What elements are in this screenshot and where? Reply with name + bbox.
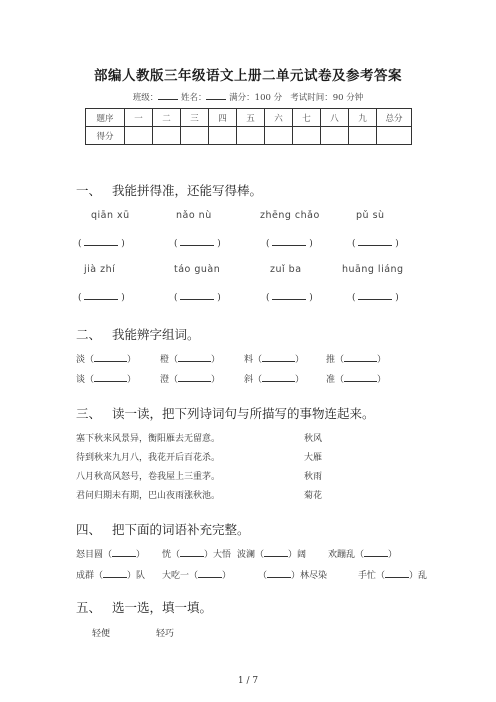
header-cell: 八 <box>321 109 349 127</box>
pinyin-item: huāng liáng <box>342 264 404 275</box>
answer-blank[interactable]: ( ) <box>266 290 313 303</box>
idiom-item[interactable]: 怒目圆（ ） <box>76 547 145 560</box>
header-cell: 二 <box>153 109 181 127</box>
poem-line: 待到秋来九月八，我花开后百花杀。 <box>76 453 221 463</box>
header-cell: 五 <box>237 109 265 127</box>
pinyin-item: táo guàn <box>174 264 221 275</box>
match-target[interactable]: 菊花 <box>304 491 323 501</box>
pinyin-item: zhēng chǎo <box>260 210 320 221</box>
score-cell[interactable] <box>321 127 349 145</box>
score-cell[interactable] <box>209 127 237 145</box>
word-item[interactable]: 橙（ ） <box>160 352 220 365</box>
choice-word: 轻便 <box>92 629 111 639</box>
match-target[interactable]: 大雁 <box>304 453 323 463</box>
idiom-item[interactable]: 大吃一（ ） <box>162 568 231 581</box>
exam-time: 考试时间：90 分钟 <box>290 93 364 103</box>
exam-info <box>0 90 496 103</box>
score-row-label: 得分 <box>86 127 125 145</box>
poem-line: 君问归期未有期，巴山夜雨涨秋池。 <box>76 491 221 501</box>
answer-blank[interactable]: ( ) <box>352 290 399 303</box>
idiom-item[interactable]: 欢蹦乱（ ） <box>328 547 397 560</box>
score-cell[interactable] <box>265 127 293 145</box>
score-header-row <box>86 109 412 127</box>
full-score: 满分：100 分 <box>229 93 283 103</box>
header-cell: 题序 <box>86 109 125 127</box>
answer-blank[interactable]: ( ) <box>78 290 125 303</box>
header-cell: 四 <box>209 109 237 127</box>
page-number: 1 / 7 <box>237 676 259 686</box>
idiom-item[interactable]: （ ）林尽染 <box>258 568 327 581</box>
pinyin-item: zuǐ ba <box>270 264 302 275</box>
word-item[interactable]: 谈（ ） <box>76 372 136 385</box>
answer-blank[interactable]: ( ) <box>78 236 125 249</box>
pinyin-item: jià zhí <box>84 264 116 275</box>
score-cell[interactable] <box>153 127 181 145</box>
score-cell[interactable] <box>349 127 377 145</box>
pinyin-item: nǎo nù <box>176 210 212 221</box>
answer-blank[interactable]: ( ) <box>174 236 221 249</box>
answer-blank[interactable]: ( ) <box>352 236 399 249</box>
score-row <box>86 127 412 145</box>
header-cell: 三 <box>181 109 209 127</box>
poem-line: 八月秋高风怒号，卷我屋上三重茅。 <box>76 472 221 482</box>
answer-blank[interactable]: ( ) <box>266 236 313 249</box>
class-blank[interactable] <box>158 90 178 100</box>
poem-line: 塞下秋来风景异，衡阳雁去无留意。 <box>76 434 221 444</box>
header-cell: 七 <box>293 109 321 127</box>
word-item[interactable]: 斜（ ） <box>244 372 304 385</box>
match-target[interactable]: 秋风 <box>304 434 323 444</box>
word-item[interactable]: 澄（ ） <box>160 372 220 385</box>
score-cell[interactable] <box>237 127 265 145</box>
header-cell: 一 <box>125 109 153 127</box>
match-target[interactable]: 秋雨 <box>304 472 323 482</box>
score-cell[interactable] <box>125 127 153 145</box>
score-cell[interactable] <box>377 127 412 145</box>
section-5-heading: 五、 选一选，填一填。 <box>76 600 213 615</box>
idiom-item[interactable]: 成群（ ）队 <box>76 568 145 581</box>
score-cell[interactable] <box>181 127 209 145</box>
section-3-heading: 三、 读一读，把下列诗词句与所描写的事物连起来。 <box>76 406 375 421</box>
pinyin-item: pǔ sù <box>356 210 385 221</box>
word-item[interactable]: 推（ ） <box>326 352 386 365</box>
choice-word: 轻巧 <box>156 629 175 639</box>
idiom-item[interactable]: 手忙（ ）乱 <box>358 568 427 581</box>
header-cell: 总分 <box>377 109 412 127</box>
class-label: 班级： <box>132 93 159 103</box>
score-table <box>85 108 412 145</box>
header-cell: 九 <box>349 109 377 127</box>
section-4-heading: 四、 把下面的词语补充完整。 <box>76 522 250 537</box>
idiom-item[interactable]: 恍（ ）大悟 <box>162 547 231 560</box>
word-item[interactable]: 淡（ ） <box>76 352 136 365</box>
name-label: 姓名： <box>180 93 207 103</box>
section-1-heading: 一、 我能拼得准，还能写得棒。 <box>76 183 263 198</box>
word-item[interactable]: 准（ ） <box>326 372 386 385</box>
page-title: 部编人教版三年级语文上册二单元试卷及参考答案 <box>94 68 402 84</box>
header-cell: 六 <box>265 109 293 127</box>
pinyin-item: qiān xū <box>91 210 130 221</box>
score-cell[interactable] <box>293 127 321 145</box>
word-item[interactable]: 料（ ） <box>244 352 304 365</box>
answer-blank[interactable]: ( ) <box>174 290 221 303</box>
section-2-heading: 二、 我能辨字组词。 <box>76 327 200 342</box>
name-blank[interactable] <box>206 90 226 100</box>
idiom-item[interactable]: 波澜（ ）阔 <box>237 547 306 560</box>
